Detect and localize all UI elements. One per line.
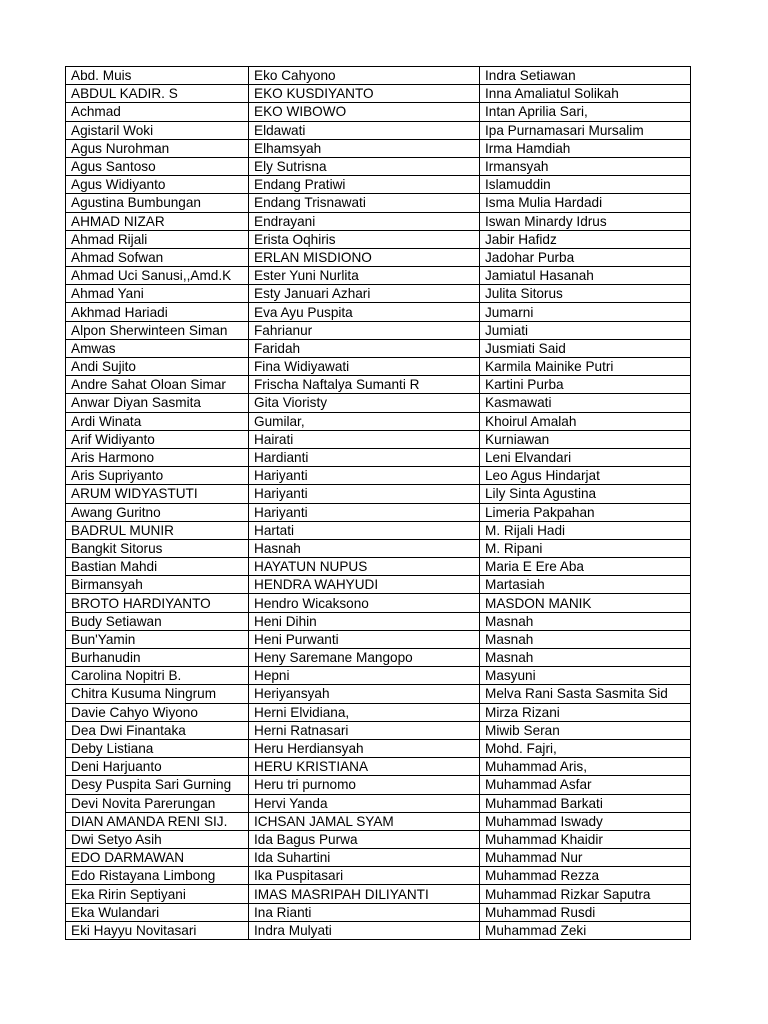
table-row [66, 594, 691, 612]
name-cell: Amwas [66, 339, 249, 357]
name-cell: Hartati [249, 521, 480, 539]
name-cell: Heni Purwanti [249, 630, 480, 648]
name-cell: Muhammad Rezza [480, 867, 691, 885]
name-cell: Arif Widiyanto [66, 430, 249, 448]
name-cell: Melva Rani Sasta Sasmita Sid [480, 685, 691, 703]
table-row [66, 558, 691, 576]
name-cell: BADRUL MUNIR [66, 521, 249, 539]
table-row [66, 739, 691, 757]
table-row [66, 121, 691, 139]
name-list-table [65, 66, 691, 940]
table-row [66, 85, 691, 103]
name-cell: Limeria Pakpahan [480, 503, 691, 521]
name-cell: Hariyanti [249, 467, 480, 485]
name-cell: Hasnah [249, 539, 480, 557]
name-cell: Masyuni [480, 667, 691, 685]
name-cell: Abd. Muis [66, 67, 249, 85]
name-cell: Hardianti [249, 448, 480, 466]
name-cell: Kartini Purba [480, 376, 691, 394]
name-cell: Indra Mulyati [249, 921, 480, 939]
table-row [66, 358, 691, 376]
name-cell: Eldawati [249, 121, 480, 139]
name-cell: Esty Januari Azhari [249, 285, 480, 303]
name-cell: EDO DARMAWAN [66, 849, 249, 867]
table-row [66, 176, 691, 194]
name-cell: HAYATUN NUPUS [249, 558, 480, 576]
name-cell: Bangkit Sitorus [66, 539, 249, 557]
table-row [66, 230, 691, 248]
name-cell: Birmansyah [66, 576, 249, 594]
name-cell: Budy Setiawan [66, 612, 249, 630]
name-cell: Muhammad Zeki [480, 921, 691, 939]
name-cell: Hariyanti [249, 503, 480, 521]
table-row [66, 667, 691, 685]
table-row [66, 412, 691, 430]
table-row [66, 485, 691, 503]
name-cell: Burhanudin [66, 649, 249, 667]
name-list-body [66, 67, 691, 940]
name-cell: AHMAD NIZAR [66, 212, 249, 230]
name-cell: ARUM WIDYASTUTI [66, 485, 249, 503]
name-cell: Elhamsyah [249, 139, 480, 157]
name-cell: Intan Aprilia Sari, [480, 103, 691, 121]
name-cell: Ahmad Rijali [66, 230, 249, 248]
name-cell: Islamuddin [480, 176, 691, 194]
table-row [66, 285, 691, 303]
table-row [66, 321, 691, 339]
name-cell: Jamiatul Hasanah [480, 267, 691, 285]
table-row [66, 376, 691, 394]
name-cell: Ahmad Yani [66, 285, 249, 303]
name-cell: Fahrianur [249, 321, 480, 339]
name-cell: Ahmad Sofwan [66, 248, 249, 266]
name-cell: Jabir Hafidz [480, 230, 691, 248]
name-cell: Bun'Yamin [66, 630, 249, 648]
name-cell: Inna Amaliatul Solikah [480, 85, 691, 103]
name-cell: Heriyansyah [249, 685, 480, 703]
table-row [66, 612, 691, 630]
table-row [66, 812, 691, 830]
name-cell: Isma Mulia Hardadi [480, 194, 691, 212]
name-cell: Eva Ayu Puspita [249, 303, 480, 321]
name-cell: Muhammad Khaidir [480, 830, 691, 848]
table-row [66, 685, 691, 703]
table-row [66, 903, 691, 921]
name-cell: Ardi Winata [66, 412, 249, 430]
name-cell: Indra Setiawan [480, 67, 691, 85]
name-cell: Jumiati [480, 321, 691, 339]
name-cell: Mohd. Fajri, [480, 739, 691, 757]
table-row [66, 867, 691, 885]
table-row [66, 649, 691, 667]
table-row [66, 448, 691, 466]
name-cell: Gita Vioristy [249, 394, 480, 412]
name-cell: Muhammad Barkati [480, 794, 691, 812]
name-cell: Agus Widiyanto [66, 176, 249, 194]
name-cell: Hervi Yanda [249, 794, 480, 812]
name-cell: Masnah [480, 630, 691, 648]
name-cell: Alpon Sherwinteen Siman [66, 321, 249, 339]
name-cell: Erista Oqhiris [249, 230, 480, 248]
name-cell: ICHSAN JAMAL SYAM [249, 812, 480, 830]
name-cell: Irma Hamdiah [480, 139, 691, 157]
name-cell: Julita Sitorus [480, 285, 691, 303]
name-cell: Achmad [66, 103, 249, 121]
table-row [66, 576, 691, 594]
name-cell: Davie Cahyo Wiyono [66, 703, 249, 721]
name-cell: Agus Santoso [66, 157, 249, 175]
name-cell: BROTO HARDIYANTO [66, 594, 249, 612]
table-row [66, 885, 691, 903]
name-cell: Dea Dwi Finantaka [66, 721, 249, 739]
table-row [66, 67, 691, 85]
name-cell: Edo Ristayana Limbong [66, 867, 249, 885]
name-cell: Karmila Mainike Putri [480, 358, 691, 376]
table-row [66, 139, 691, 157]
name-cell: IMAS MASRIPAH DILIYANTI [249, 885, 480, 903]
name-cell: Frischa Naftalya Sumanti R [249, 376, 480, 394]
name-cell: Andi Sujito [66, 358, 249, 376]
table-row [66, 303, 691, 321]
name-cell: Endang Trisnawati [249, 194, 480, 212]
name-cell: DIAN AMANDA RENI SIJ. [66, 812, 249, 830]
name-cell: Dwi Setyo Asih [66, 830, 249, 848]
name-cell: Heru Herdiansyah [249, 739, 480, 757]
name-cell: Fina Widiyawati [249, 358, 480, 376]
name-cell: Carolina Nopitri B. [66, 667, 249, 685]
name-cell: Ika Puspitasari [249, 867, 480, 885]
name-cell: Devi Novita Parerungan [66, 794, 249, 812]
table-row [66, 758, 691, 776]
name-cell: Chitra Kusuma Ningrum [66, 685, 249, 703]
table-row [66, 776, 691, 794]
table-row [66, 921, 691, 939]
name-cell: Herni Elvidiana, [249, 703, 480, 721]
name-cell: Faridah [249, 339, 480, 357]
name-cell: Jadohar Purba [480, 248, 691, 266]
table-row [66, 521, 691, 539]
name-cell: Martasiah [480, 576, 691, 594]
name-cell: Agustina Bumbungan [66, 194, 249, 212]
name-cell: Maria E Ere Aba [480, 558, 691, 576]
name-cell: Ely Sutrisna [249, 157, 480, 175]
table-row [66, 394, 691, 412]
name-cell: Endang Pratiwi [249, 176, 480, 194]
name-cell: Ina Rianti [249, 903, 480, 921]
name-cell: ABDUL KADIR. S [66, 85, 249, 103]
name-cell: ERLAN MISDIONO [249, 248, 480, 266]
name-cell: Jusmiati Said [480, 339, 691, 357]
name-cell: Ahmad Uci Sanusi,,Amd.K [66, 267, 249, 285]
name-cell: Lily Sinta Agustina [480, 485, 691, 503]
name-cell: M. Rijali Hadi [480, 521, 691, 539]
name-cell: Hariyanti [249, 485, 480, 503]
table-row [66, 794, 691, 812]
name-cell: Ipa Purnamasari Mursalim [480, 121, 691, 139]
table-row [66, 830, 691, 848]
name-cell: Muhammad Aris, [480, 758, 691, 776]
table-row [66, 849, 691, 867]
name-cell: MASDON MANIK [480, 594, 691, 612]
name-cell: Andre Sahat Oloan Simar [66, 376, 249, 394]
table-row [66, 430, 691, 448]
table-row [66, 267, 691, 285]
name-cell: Iswan Minardy Idrus [480, 212, 691, 230]
table-row [66, 467, 691, 485]
name-cell: Anwar Diyan Sasmita [66, 394, 249, 412]
name-cell: Eko Cahyono [249, 67, 480, 85]
table-row [66, 157, 691, 175]
name-cell: HENDRA WAHYUDI [249, 576, 480, 594]
name-cell: Akhmad Hariadi [66, 303, 249, 321]
name-cell: Kurniawan [480, 430, 691, 448]
name-cell: Aris Harmono [66, 448, 249, 466]
name-cell: Eka Wulandari [66, 903, 249, 921]
name-cell: Ida Bagus Purwa [249, 830, 480, 848]
name-cell: Ida Suhartini [249, 849, 480, 867]
table-row [66, 194, 691, 212]
name-cell: M. Ripani [480, 539, 691, 557]
table-row [66, 339, 691, 357]
name-cell: Deby Listiana [66, 739, 249, 757]
table-row [66, 503, 691, 521]
name-cell: Jumarni [480, 303, 691, 321]
name-cell: Hendro Wicaksono [249, 594, 480, 612]
name-cell: Ester Yuni Nurlita [249, 267, 480, 285]
name-cell: Leni Elvandari [480, 448, 691, 466]
name-cell: Muhammad Asfar [480, 776, 691, 794]
name-cell: Agistaril Woki [66, 121, 249, 139]
name-cell: Muhammad Rizkar Saputra [480, 885, 691, 903]
name-cell: Eki Hayyu Novitasari [66, 921, 249, 939]
name-cell: Leo Agus Hindarjat [480, 467, 691, 485]
table-row [66, 630, 691, 648]
name-cell: Irmansyah [480, 157, 691, 175]
name-cell: Mirza Rizani [480, 703, 691, 721]
name-cell: Muhammad Rusdi [480, 903, 691, 921]
name-cell: Endrayani [249, 212, 480, 230]
table-row [66, 212, 691, 230]
name-cell: Herni Ratnasari [249, 721, 480, 739]
name-cell: Awang Guritno [66, 503, 249, 521]
name-cell: Hairati [249, 430, 480, 448]
table-row [66, 248, 691, 266]
name-cell: Heni Dihin [249, 612, 480, 630]
name-cell: Muhammad Nur [480, 849, 691, 867]
name-cell: Heny Saremane Mangopo [249, 649, 480, 667]
name-cell: Agus Nurohman [66, 139, 249, 157]
table-row [66, 721, 691, 739]
name-cell: Khoirul Amalah [480, 412, 691, 430]
name-cell: Miwib Seran [480, 721, 691, 739]
name-cell: Heru tri purnomo [249, 776, 480, 794]
table-row [66, 703, 691, 721]
table-row [66, 539, 691, 557]
name-cell: Bastian Mahdi [66, 558, 249, 576]
name-cell: Eka Ririn Septiyani [66, 885, 249, 903]
name-cell: Muhammad Iswady [480, 812, 691, 830]
name-cell: Desy Puspita Sari Gurning [66, 776, 249, 794]
name-cell: Gumilar, [249, 412, 480, 430]
name-cell: Deni Harjuanto [66, 758, 249, 776]
name-cell: Aris Supriyanto [66, 467, 249, 485]
name-cell: Masnah [480, 649, 691, 667]
name-cell: Masnah [480, 612, 691, 630]
name-cell: EKO WIBOWO [249, 103, 480, 121]
name-cell: Kasmawati [480, 394, 691, 412]
name-cell: EKO KUSDIYANTO [249, 85, 480, 103]
name-cell: HERU KRISTIANA [249, 758, 480, 776]
name-cell: Hepni [249, 667, 480, 685]
table-row [66, 103, 691, 121]
